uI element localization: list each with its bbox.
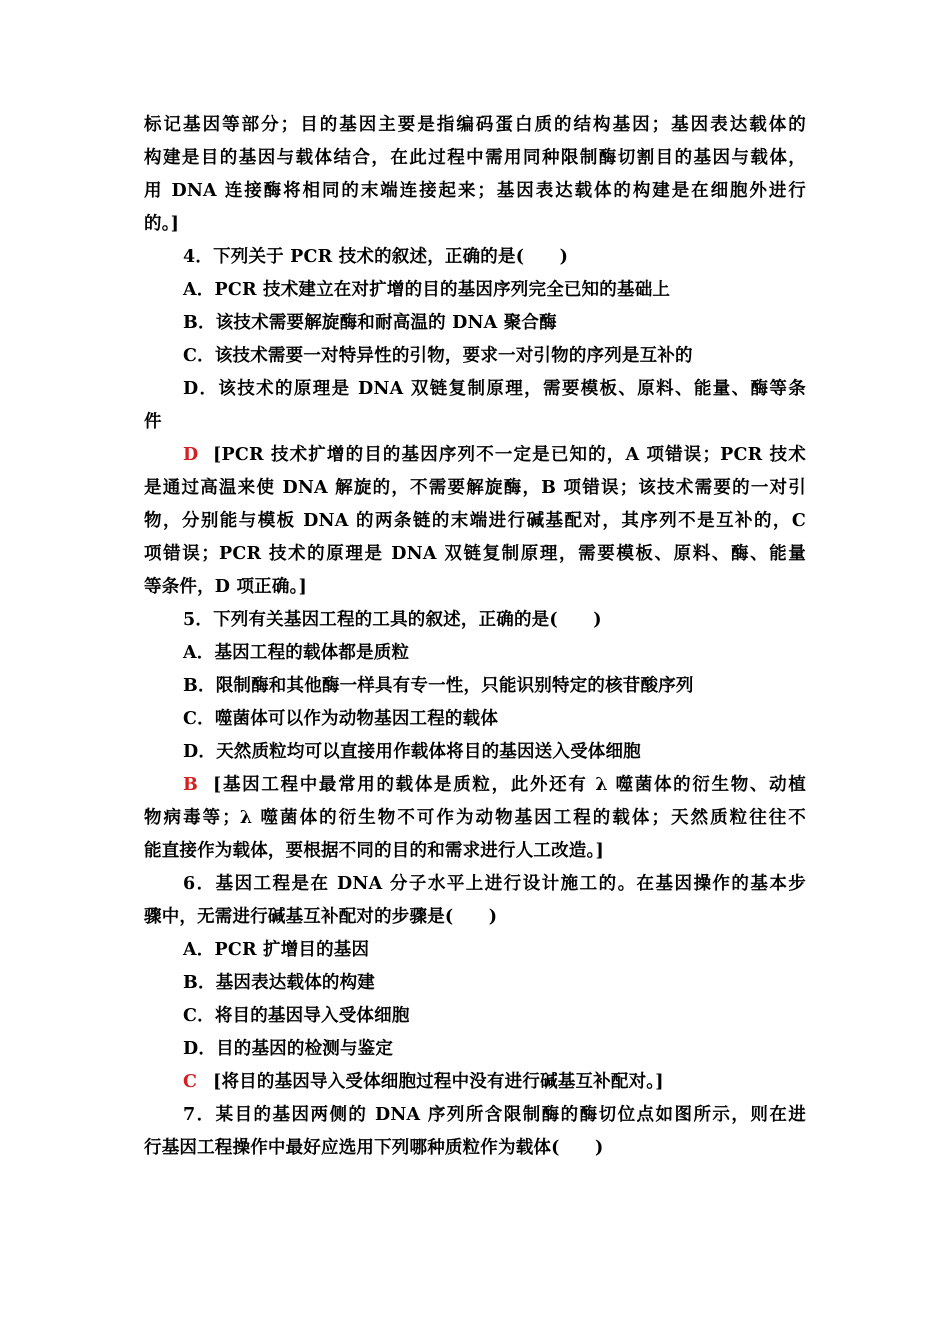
q5-option-d: D．天然质粒均可以直接用作载体将目的基因送入受体细胞 xyxy=(183,742,641,762)
q5-explanation-text: [基因工程中最常用的载体是质粒，此外还有 λ 噬菌体的衍生物、动植 xyxy=(213,775,806,795)
q5-explanation-line-2: 物病毒等；λ 噬菌体的衍生物不可作为动物基因工程的载体；天然质粒往往不 xyxy=(144,808,806,828)
q6-option-c: C．将目的基因导入受体细胞 xyxy=(183,1006,410,1026)
q5-stem: 5．下列有关基因工程的工具的叙述，正确的是( ) xyxy=(183,610,602,630)
q4-explanation-line-5: 等条件，D 项正确。] xyxy=(144,577,307,597)
q6-option-d: D．目的基因的检测与鉴定 xyxy=(183,1039,394,1059)
q6-stem-line-1: 6．基因工程是在 DNA 分子水平上进行设计施工的。在基因操作的基本步 xyxy=(183,874,806,894)
q4-explanation-line-2: 是通过高温来使 DNA 解旋的，不需要解旋酶，B 项错误；该技术需要的一对引 xyxy=(144,478,806,498)
q6-option-b: B．基因表达载体的构建 xyxy=(183,973,375,993)
q5-option-c: C．噬菌体可以作为动物基因工程的载体 xyxy=(183,709,499,729)
q7-stem-line-1: 7．某目的基因两侧的 DNA 序列所含限制酶的酶切位点如图所示，则在进 xyxy=(183,1105,806,1125)
q5-explanation-line-1 xyxy=(183,773,806,797)
q6-answer: C xyxy=(183,1072,198,1092)
continuation-line-3: 用 DNA 连接酶将相同的末端连接起来；基因表达载体的构建是在细胞外进行 xyxy=(144,181,806,201)
q5-explanation-line-3: 能直接作为载体，要根据不同的目的和需求进行人工改造。] xyxy=(144,841,604,861)
q6-option-a: A．PCR 扩增目的基因 xyxy=(183,940,370,960)
q6-explanation-line-1 xyxy=(183,1070,806,1094)
q4-explanation-line-1 xyxy=(183,443,806,467)
q5-option-a: A．基因工程的载体都是质粒 xyxy=(183,643,410,663)
q4-explanation-line-3: 物，分别能与模板 DNA 的两条链的末端进行碱基配对，其序列不是互补的，C xyxy=(144,511,806,531)
q7-stem-line-2: 行基因工程操作中最好应选用下列哪种质粒作为载体( ) xyxy=(144,1138,604,1158)
continuation-line-4: 的。] xyxy=(144,214,180,234)
q4-option-d: D．该技术的原理是 DNA 双链复制原理，需要模板、原料、能量、酶等条 xyxy=(183,379,806,399)
continuation-line-1: 标记基因等部分；目的基因主要是指编码蛋白质的结构基因；基因表达载体的 xyxy=(144,115,806,135)
q4-stem: 4．下列关于 PCR 技术的叙述，正确的是( ) xyxy=(183,247,569,267)
q5-option-b: B．限制酶和其他酶一样具有专一性，只能识别特定的核苷酸序列 xyxy=(183,676,694,696)
q5-answer: B xyxy=(183,775,198,795)
continuation-line-2: 构建是目的基因与载体结合，在此过程中需用同种限制酶切割目的基因与载体， xyxy=(144,148,806,168)
q4-option-b: B．该技术需要解旋酶和耐高温的 DNA 聚合酶 xyxy=(183,313,557,333)
q6-explanation-text: [将目的基因导入受体细胞过程中没有进行碱基互补配对。] xyxy=(213,1072,664,1092)
q4-option-d-cont: 件 xyxy=(144,412,162,432)
q4-option-a: A．PCR 技术建立在对扩增的目的基因序列完全已知的基础上 xyxy=(183,280,671,300)
q6-stem-line-2: 骤中，无需进行碱基互补配对的步骤是( ) xyxy=(144,907,498,927)
q4-explanation-line-4: 项错误；PCR 技术的原理是 DNA 双链复制原理，需要模板、原料、酶、能量 xyxy=(144,544,806,564)
q4-option-c: C．该技术需要一对特异性的引物，要求一对引物的序列是互补的 xyxy=(183,346,693,366)
q4-explanation-text: [PCR 技术扩增的目的基因序列不一定是已知的，A 项错误；PCR 技术 xyxy=(213,445,806,465)
q4-answer: D xyxy=(183,445,199,465)
